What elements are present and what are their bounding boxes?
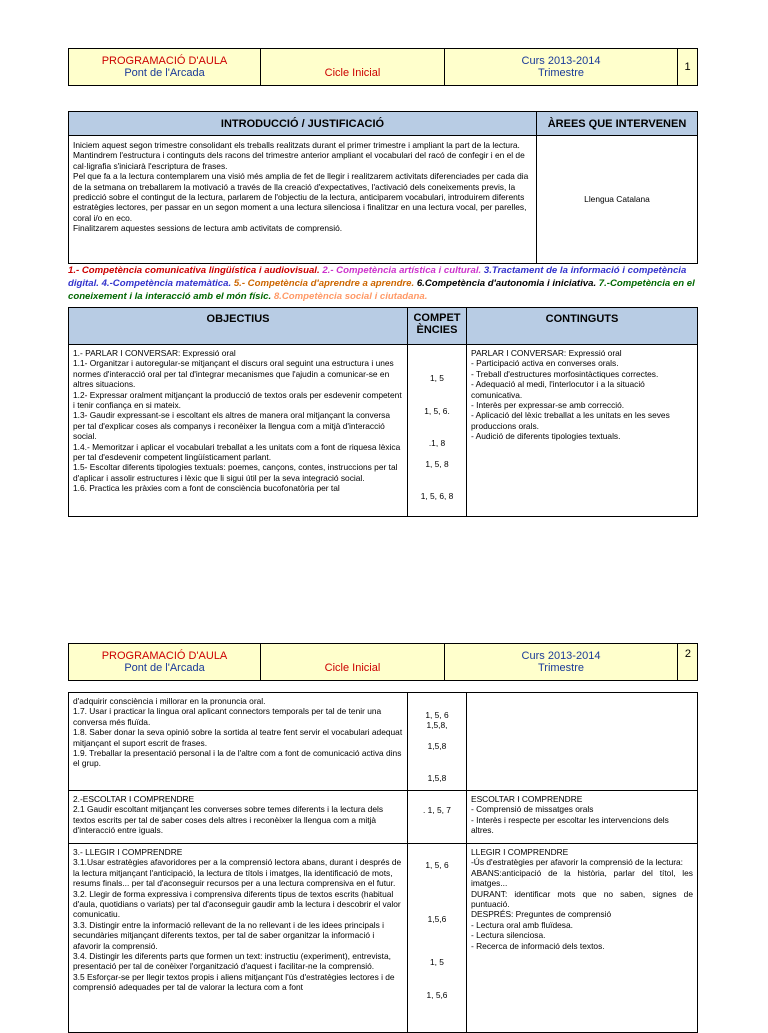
header-term: Trimestre [537,67,585,79]
compet-value: 1, 5, 6 [425,710,449,720]
table-row-compet [407,843,467,1033]
competency-6: 6.Competència d'autonomia i iniciativa. [416,278,599,289]
header-cycle-cell [261,644,445,680]
compet-value: 1, 5, 6. [424,406,450,416]
header-course: Curs 2013-2014 [521,55,601,67]
header-school-cell [69,644,261,680]
objectius-text: 1.- PARLAR I CONVERSAR: Expressió oral 1.1- Organitzar i autoregular-se mitjançant el discurs oral seguint una estructura i unes normes d'interacció oral per tal d'integrar mecanismes que l'ajudin a comunicar-se en altres situacions. 1.2- Expressar oralment mitjançant la producció de textos orals per esdevenir competent i tenir confiança en si mateix. 1.3- Gaudir expressant-se i escoltant els altres de manera oral mitjançant la conversa per tal d'explicar coses als companys i reconèixer la llengua com a mitjà d'interacció social. 1.4.- Memoritzar i aplicar el vocabulari treballat a les unitats com a font de riquesa lèxica per tal d'esdevenir competent lingüísticament parlant. 1.5- Escoltar diferents tipologies textuals: poemes, cançons, contes, instruccions per tal d'aplicar i assolir estructures i lèxic que li sigui útil per la seva integració social. 1.6. Practica les pràxies com a font de consciència bucofonatòria per tal [68,344,408,517]
competency-8: 8.Competència social i ciutadana. [273,291,428,302]
compet-value: 1,5,6 [427,914,447,924]
continguts-text: PARLAR I CONVERSAR: Expressió oral - Participació activa en converses orals. - Treball d'estructures morfosintàctiques correctes. - Adequació al medi, l'interlocutor i a la situació comunicativa. - Interès per expressar-se amb correcció. - Aplicació del lèxic treballat a les unitats en les seves produccions orals. - Audició de diferents tipologies textuals. [466,344,698,517]
competency-3: 3.Tractament de la informació i competència digital. [68,265,687,289]
compet-value: . 1, 5, 7 [423,805,451,815]
header-page-number-cell [678,49,697,85]
header-cycle: Cicle Inicial [324,67,381,79]
competency-1: 1.- Competència comunicativa lingüística i audiovisual. [68,265,323,276]
compet-value: 1, 5, 6 [425,860,449,870]
intro-text: Iniciem aquest segon trimestre consolidant els treballs realitzats durant el primer trimestre i ampliant la part de la lectura. Mantindrem l'estructura i continguts dels racons del trimestre anterior ampliant el vocabulari del racó de confegir i en el de cal·ligrafia s'iniciarà l'escriptura de frases. Pel que fa a la lectura contemplarem una visió més amplia de fet de llegir i realitzarem activitats diferenciades per cada dia de la setmana on treballarem la motivació a través de lla creació d'expectatives, l'activació dels coneixements previs, la predicció sobre el contingut de la lectura, parlarem de l'objectiu de la lectura, anticiparem vocabulari, introduirem diferents estratègies lectores, per passar en un segon moment a una lectura silenciosa i finalitzar en una lectura vocal, per parelles, coral i/o en eco. Finalitzarem aquestes sessions de lectura amb activitats de comprensió. [68,135,537,264]
areas-text [536,135,698,264]
header-page-number-cell [678,644,697,680]
continguts-heading: CONTINGUTS [466,307,698,345]
table-row-compet [407,692,467,791]
compet-value: 1, 5, 6, 8 [420,491,454,501]
header-term: Trimestre [537,662,585,674]
competencies-heading: COMPET ÈNCIES [407,307,467,345]
compet-value: 1,5,8 [427,741,447,751]
table-row-compet [407,790,467,844]
header-cycle-cell [261,49,445,85]
header-school-cell [69,49,261,85]
page-number: 1 [684,61,691,73]
header-title: PROGRAMACIÓ D'AULA [101,55,228,67]
page2-header [68,643,698,681]
header-title: PROGRAMACIÓ D'AULA [101,650,228,662]
compet-value: 1, 5 [430,373,444,383]
compet-value: 1,5,8, [426,720,448,730]
intro-heading: INTRODUCCIÓ / JUSTIFICACIÓ [68,111,537,136]
table-row-objectius: 3.- LLEGIR I COMPRENDRE 3.1.Usar estratègies afavoridores per a la comprensió lectora abans, durant i després de la lectura mitjançant l'anticipació, la lectura de títols i imatges, lla identificació de mots, resums finals... per tal d'aconseguir recursos per a una lectura comprensiva en el futur. 3.2. Llegir de forma expressiva i comprensiva diferents tipus de textos escrits (habitual d'aula, quotidians o variats) per tal d'aconseguir gaudir amb la lectura i descobrir el valor comunicatiu. 3.3. Distingir entre la informació rellevant de la no rellevant i de les idees principals i secundàries mitjançant diferents textos, per tal de saber organitzar la informació i afavorir la comprensió. 3.4. Distingir les diferents parts que formen un text: instructiu (experiment), entrevista, presentació per tal de conèixer l'organització d'aquest i facilitar-ne la comprensió. 3.5 Esforçar-se per llegir textos propis i aliens mitjançant l'ús d'estratègies lectores i de comprensió adequades per tal de valorar la lectura com a font [68,843,408,1033]
table-row-continguts [466,692,698,791]
compet-value: 1, 5,6 [426,990,448,1000]
areas-heading: ÀREES QUE INTERVENEN [536,111,698,136]
header-course-cell [445,644,678,680]
table-row-objectius: d'adquirir consciència i millorar en la pronuncia oral. 1.7. Usar i practicar la lingua oral aplicant connectors temporals per tal de tenir una conversa més fluïda. 1.8. Saber donar la seva opinió sobre la sortida al teatre fent servir el vocabulari adequat mitjançant el suport escrit de frases. 1.9. Treballar la presentació personal i la de l'altre com a font de comunicació activa dins el grup. [68,692,408,791]
competencies-legend [68,264,698,306]
table-row-continguts: ESCOLTAR I COMPRENDRE - Comprensió de missatges orals - Interès i respecte per escoltar les intervencions dels altres. [466,790,698,844]
compet-value: 1, 5 [430,957,444,967]
competency-4: 4.-Competència matemàtica. [101,278,234,289]
areas-value: Llengua Catalana [584,194,650,205]
header-school: Pont de l'Arcada [124,662,205,674]
page-number: 2 [684,648,691,660]
header-cycle: Cicle Inicial [324,662,381,674]
compet-value: 1, 5, 8 [425,459,449,469]
page1-header [68,48,698,86]
competencies-values [407,344,467,517]
table-row-continguts: LLEGIR I COMPRENDRE -Ús d'estratègies per afavorir la comprensió de la lectura: ABANS:anticipació de la història, parlar del títol, les imatges... DURANT: identificar mots que no saben, signes de puntuació. DESPRÉS: Preguntes de comprensió - Lectura oral amb fluïdesa. - Lectura silenciosa. - Recerca de informació dels textos. [466,843,698,1033]
table-row-objectius: 2.-ESCOLTAR I COMPRENDRE 2.1 Gaudir escoltant mitjançant les converses sobre temes diferents i la lectura dels textos escrits per tal de saber coses dels altres i reconèixer la llengua com a mitjà d'interacció entre iguals. [68,790,408,844]
header-course: Curs 2013-2014 [521,650,601,662]
competency-2: 2.- Competència artística i cultural. [322,265,484,276]
compet-value: 1,5,8 [427,773,447,783]
competency-7: 7.-Competència en el coneixement i la interacció amb el món físic. [68,278,695,302]
competency-5: 5.- Competència d'aprendre a aprendre. [233,278,417,289]
header-course-cell [445,49,678,85]
objectius-heading: OBJECTIUS [68,307,408,345]
header-school: Pont de l'Arcada [124,67,205,79]
compet-value: .1, 8 [428,438,446,448]
